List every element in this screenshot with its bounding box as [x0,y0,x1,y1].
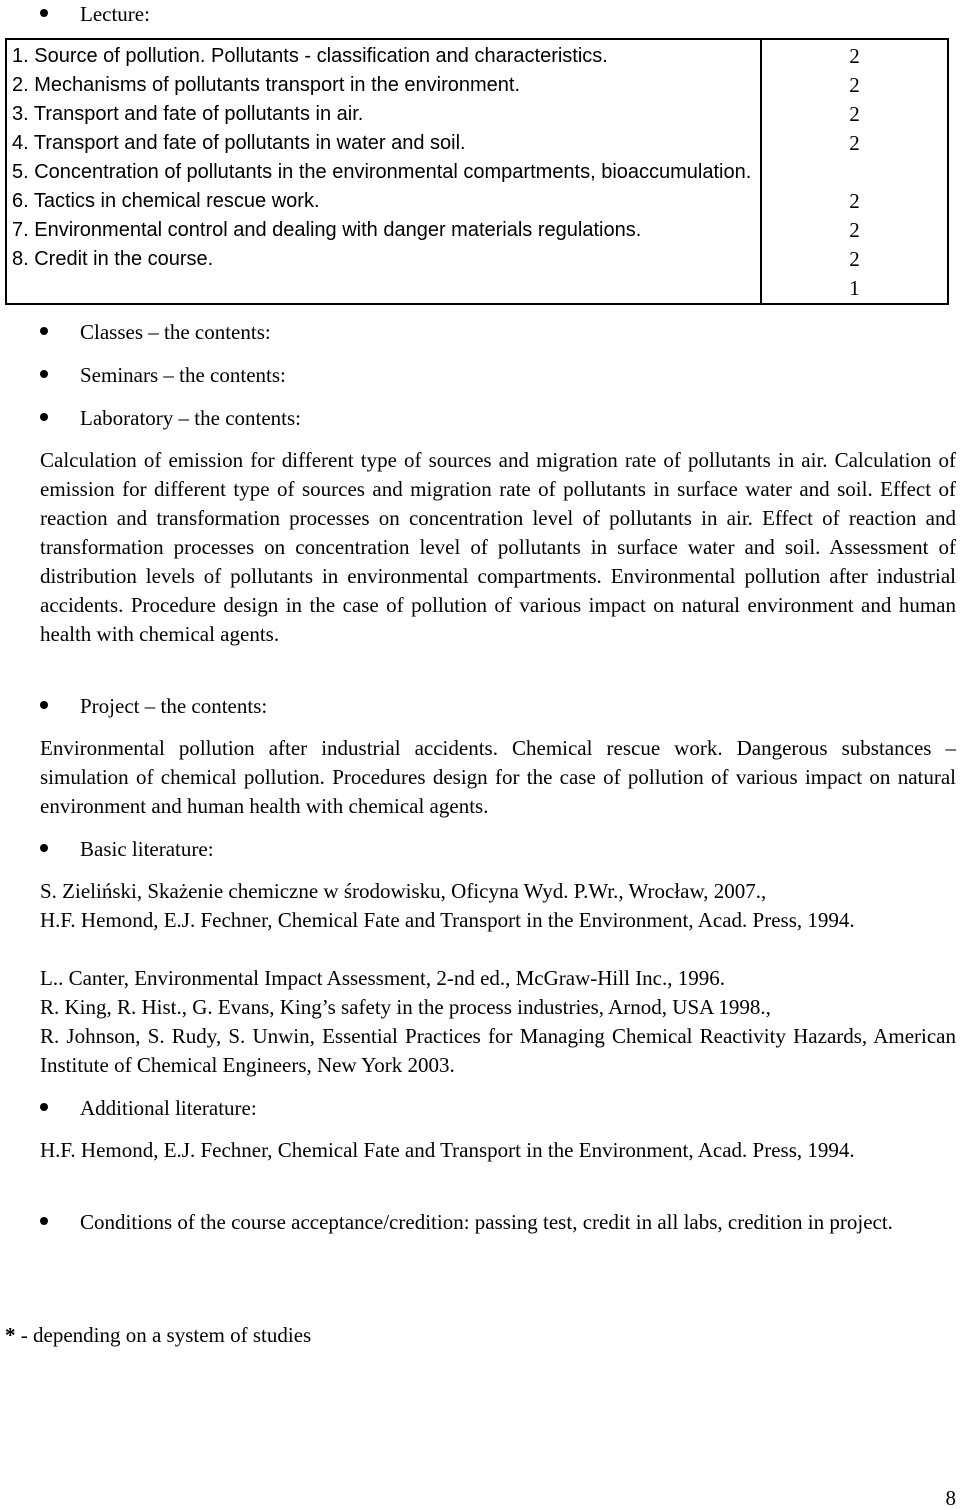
topic-item: 8. Credit in the course. [12,248,214,270]
seminars-label: Seminars – the contents: [80,363,286,387]
hours-value: 2 [849,189,860,213]
hours-cell [761,39,948,304]
hours-value: 2 [849,247,860,271]
hours-value: 1 [849,276,860,300]
table-row [6,39,948,304]
footnote-star: * [5,1323,16,1347]
topics-cell [6,39,761,304]
bullet-icon [40,1217,48,1225]
lecture-table [5,38,949,305]
hours-value: 2 [849,131,860,155]
bullet-icon [40,327,48,335]
project-text: Environmental pollution after industrial accidents. Chemical rescue work. Dangerous substances – simulation of chemical pollution. Procedures design for the case of pollution of various impact on natural environment and human health with chemical agents. [40,736,956,818]
topic-item: 1. Source of pollution. Pollutants - classification and characteristics. [12,45,608,67]
hours-spacer [767,158,942,187]
bullet-icon [40,844,48,852]
lecture-heading: Lecture: [80,2,150,26]
conditions-text: Conditions of the course acceptance/credition: passing test, credit in all labs, credition in project. [80,1210,893,1234]
hours-value: 2 [849,73,860,97]
hours-value: 2 [849,218,860,242]
basic-literature-item: S. Zieliński, Skażenie chemiczne w środowisku, Oficyna Wyd. P.Wr., Wrocław, 2007., [40,879,767,903]
topic-item: 6. Tactics in chemical rescue work. [12,190,320,212]
basic-literature-item: L.. Canter, Environmental Impact Assessment, 2-nd ed., McGraw-Hill Inc., 1996. [40,966,726,990]
project-label: Project – the contents: [80,694,268,718]
hours-value: 2 [849,102,860,126]
basic-literature-item: R. Johnson, S. Rudy, S. Unwin, Essential Practices for Managing Chemical Reactivity Hazards, American Institute of Chemical Engineers, New York 2003. [40,1024,956,1077]
basic-literature-item: R. King, R. Hist., G. Evans, King’s safety in the process industries, Arnod, USA 1998., [40,995,771,1019]
bullet-icon [40,1103,48,1111]
footnote [5,1321,311,1350]
bullet-icon [40,9,48,17]
classes-label: Classes – the contents: [80,320,271,344]
topic-item: 2. Mechanisms of pollutants transport in the environment. [12,74,521,96]
laboratory-text: Calculation of emission for different type of sources and migration rate of pollutants in air. Calculation of emission for different type of sources and migration rate of pollutants in surface water and soil. Effect of reaction and transformation processes on concentration level of pollutants in air. Effect of reaction and transformation processes on concentration level of pollutants in surface water and soil. Assessment of distribution levels of pollutants in environmental compartments. Environmental pollution after industrial accidents. Procedure design in the case of pollution of various impact on natural environment and human health with chemical agents. [40,448,956,646]
bullet-icon [40,701,48,709]
additional-literature-label: Additional literature: [80,1096,257,1120]
additional-literature-item: H.F. Hemond, E.J. Fechner, Chemical Fate and Transport in the Environment, Acad. Press, 1994. [40,1138,855,1162]
page-number: 8 [945,1486,956,1510]
topic-item: 7. Environmental control and dealing with danger materials regulations. [12,219,642,241]
hours-value: 2 [849,44,860,68]
topic-item: 4. Transport and fate of pollutants in water and soil. [12,132,466,154]
laboratory-label: Laboratory – the contents: [80,406,302,430]
basic-literature-label: Basic literature: [80,837,214,861]
basic-literature-item: H.F. Hemond, E.J. Fechner, Chemical Fate and Transport in the Environment, Acad. Press, 1994. [40,908,855,932]
topic-item: 3. Transport and fate of pollutants in air. [12,103,364,125]
topic-item: 5. Concentration of pollutants in the environmental compartments, bioaccumulation. [12,161,752,183]
footnote-text: - depending on a system of studies [15,1323,312,1347]
bullet-icon [40,370,48,378]
bullet-icon [40,413,48,421]
